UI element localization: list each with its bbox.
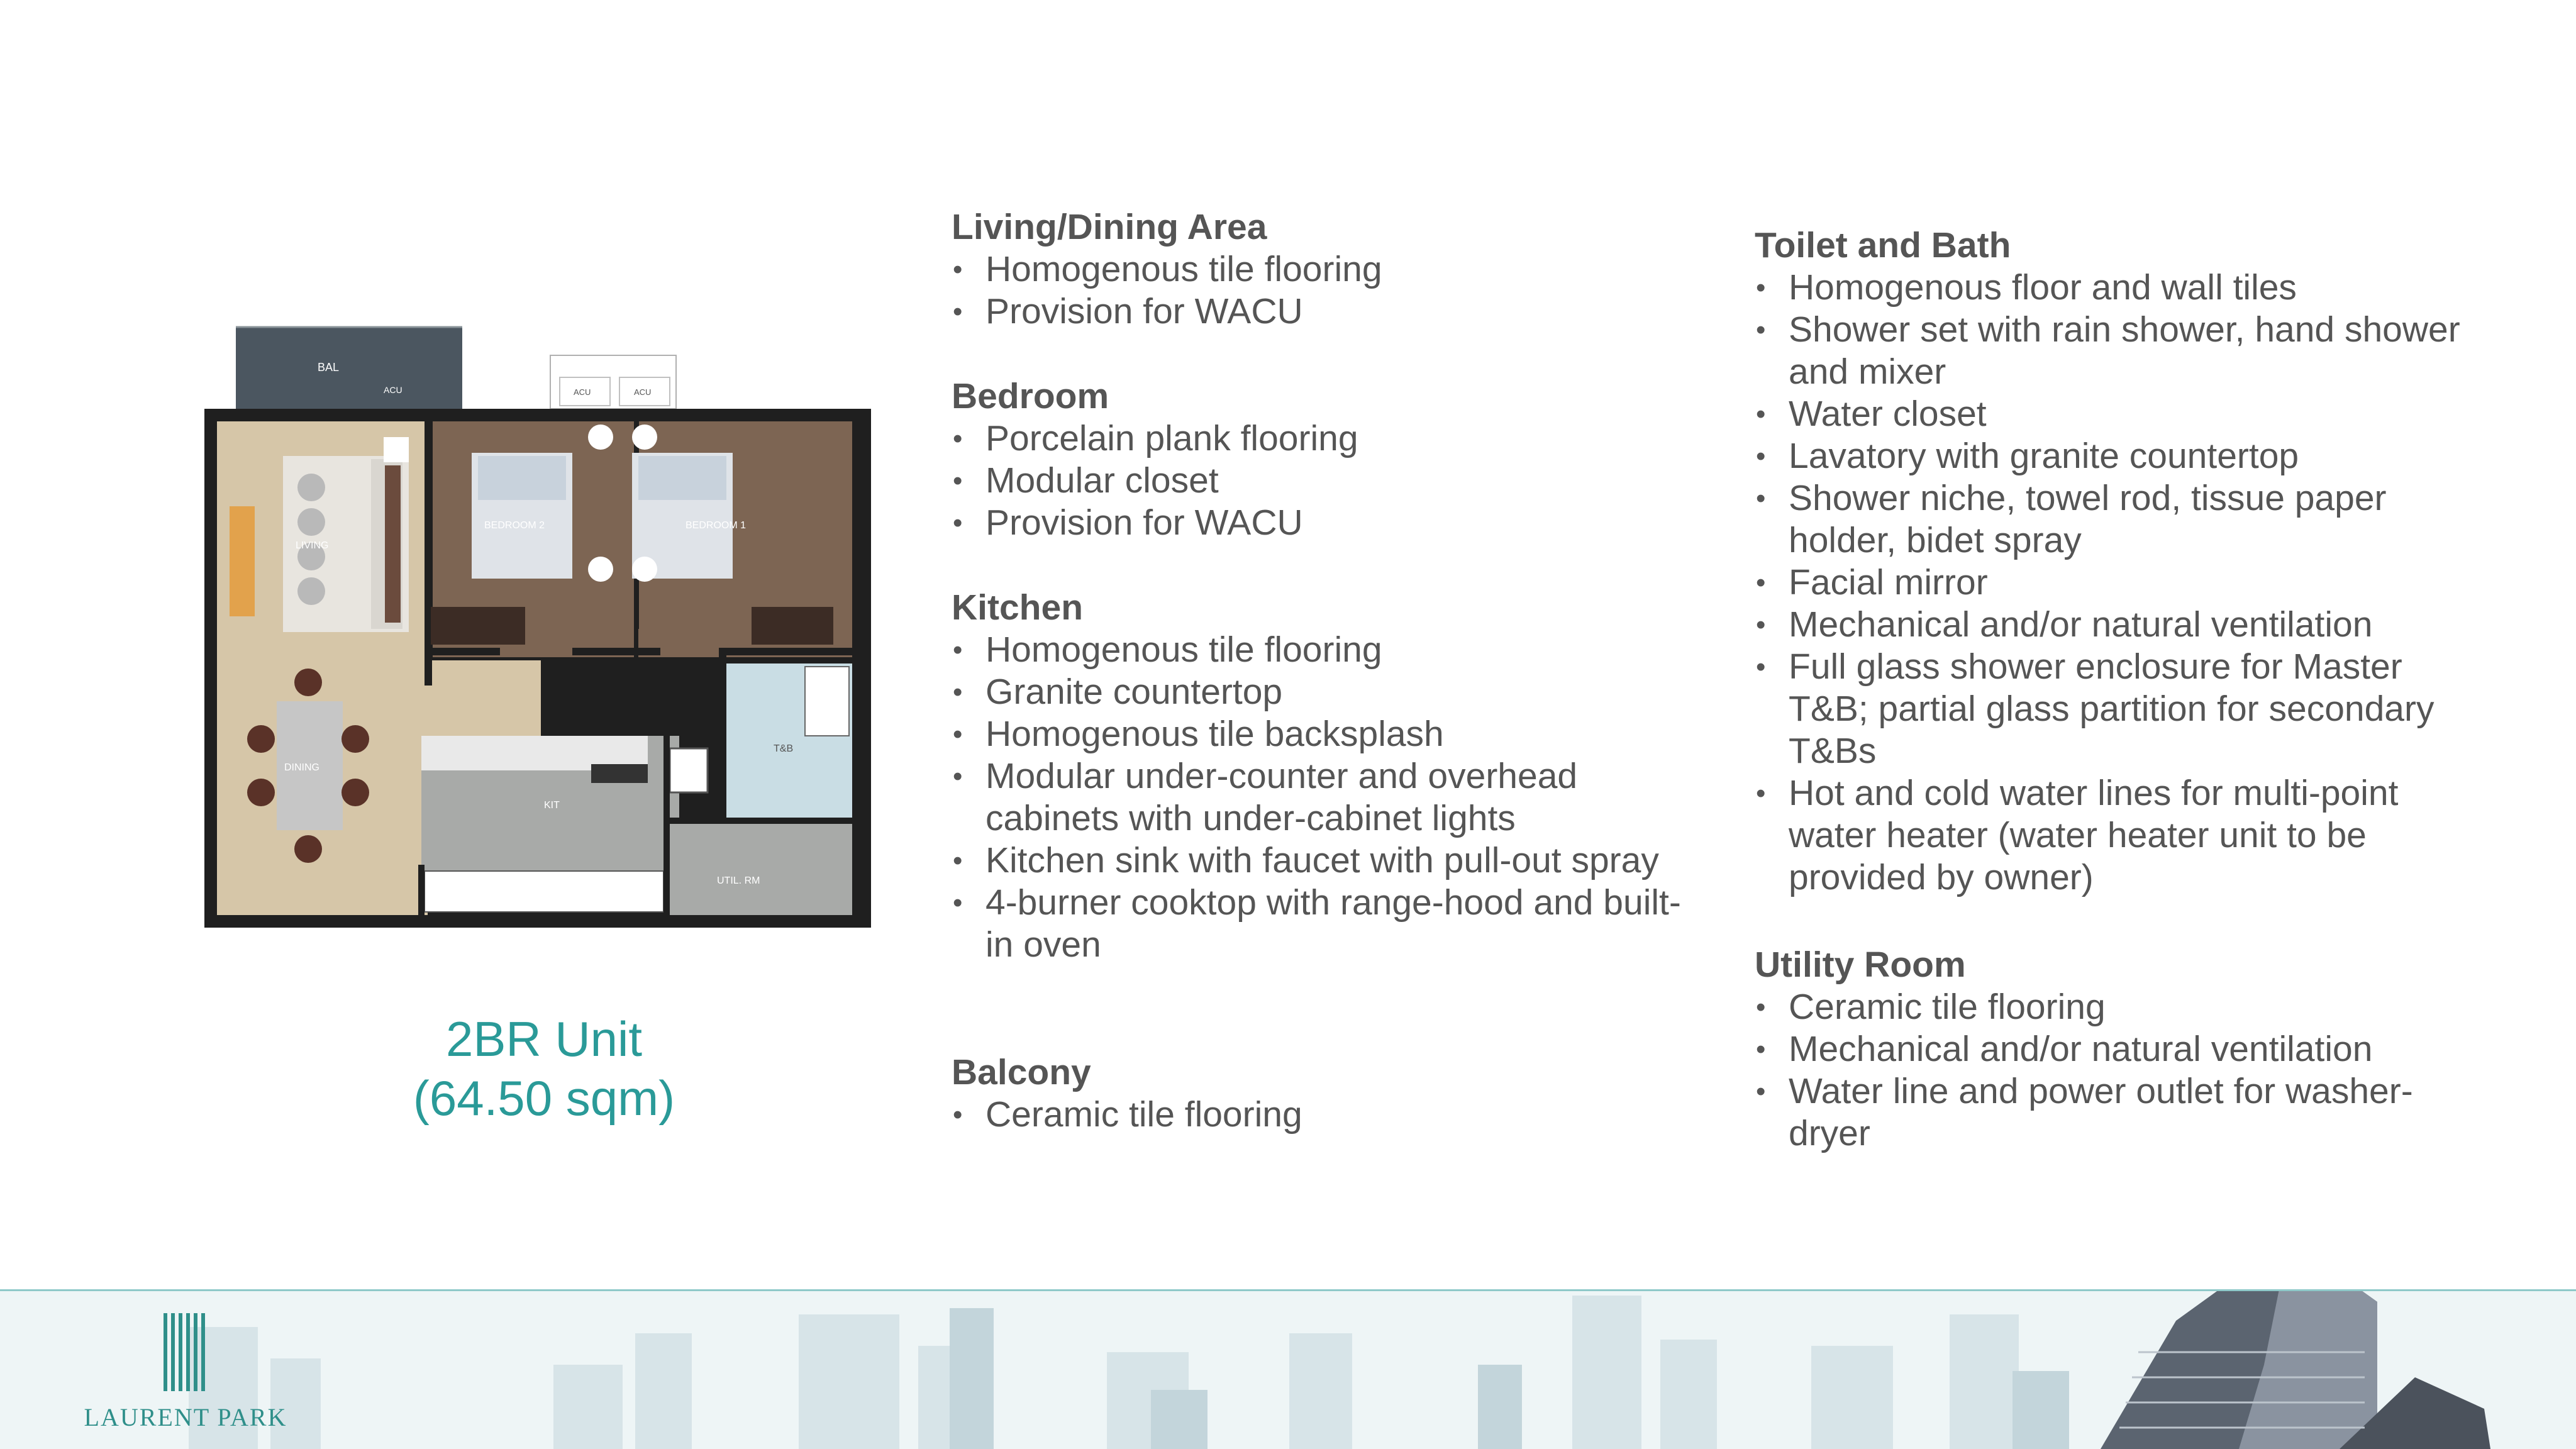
bedroom-2-label: BEDROOM 2 — [484, 520, 545, 531]
unit-name: 2BR Unit — [445, 1011, 643, 1067]
spec-item: • Facial mirror — [1755, 562, 2484, 604]
spec-item: • Ceramic tile flooring — [952, 1094, 1681, 1136]
unit-caption — [264, 1009, 824, 1128]
spec-item: • Granite countertop — [952, 671, 1681, 713]
spec-item: • Mechanical and/or natural ventilation — [1755, 604, 2484, 646]
utility-room-floor — [667, 824, 852, 915]
section-utility-room — [1755, 944, 2484, 1155]
section-title: Toilet and Bath — [1755, 225, 2011, 265]
section-kitchen — [952, 587, 1681, 966]
spec-item: • Lavatory with granite countertop — [1755, 435, 2484, 477]
svg-text:ACU: ACU — [634, 387, 652, 397]
section-title: Bedroom — [952, 376, 1109, 416]
spec-item: • Mechanical and/or natural ventilation — [1755, 1028, 2484, 1070]
section-title: Utility Room — [1755, 945, 1966, 985]
spec-item: • Homogenous tile backsplash — [952, 713, 1681, 755]
footer-skyline — [0, 1289, 2576, 1449]
unit-area: (64.50 sqm) — [413, 1070, 675, 1126]
spec-list — [952, 629, 1681, 966]
section-toilet-bath — [1755, 225, 2484, 899]
svg-text:ACU: ACU — [574, 387, 591, 397]
living-label: LIVING — [296, 540, 329, 551]
balcony-label: BAL — [318, 361, 340, 374]
spec-item: • Provision for WACU — [952, 291, 1681, 333]
spec-item: • Homogenous floor and wall tiles — [1755, 267, 2484, 309]
city-skyline-image — [0, 1289, 2576, 1449]
dining-label: DINING — [284, 762, 319, 773]
spec-item: • Modular under-counter and overhead cabinets with under-cabinet lights — [952, 755, 1681, 840]
section-bedroom — [952, 375, 1681, 544]
spec-item: • Modular closet — [952, 460, 1681, 502]
spec-item: • Porcelain plank flooring — [952, 418, 1681, 460]
spec-item: • Shower niche, towel rod, tissue paper holder, bidet spray — [1755, 477, 2484, 562]
spec-item: • Water line and power outlet for washer-dryer — [1755, 1070, 2484, 1155]
spec-list — [952, 248, 1681, 333]
spec-item: • Water closet — [1755, 393, 2484, 435]
spec-item: • Hot and cold water lines for multi-point water heater (water heater unit to be provided by owner) — [1755, 772, 2484, 899]
spec-item: • Ceramic tile flooring — [1755, 986, 2484, 1028]
laurent-park-logo — [69, 1308, 302, 1434]
floor-plan-drawing — [201, 324, 874, 928]
spec-list — [1755, 267, 2484, 899]
spec-item: • Homogenous tile flooring — [952, 248, 1681, 291]
spec-item: • Shower set with rain shower, hand shower and mixer — [1755, 309, 2484, 393]
toilet-bath-label: T&B — [774, 743, 794, 754]
acu-label: ACU — [384, 385, 402, 395]
logo-text: LAURENT PARK — [84, 1403, 287, 1431]
floor-plan — [201, 324, 874, 928]
utility-room-label: UTIL. RM — [717, 875, 760, 886]
spec-item: • Full glass shower enclosure for Master T&B; partial glass partition for secondary T&Bs — [1755, 646, 2484, 772]
section-title: Balcony — [952, 1052, 1091, 1092]
section-title: Living/Dining Area — [952, 207, 1267, 247]
section-title: Kitchen — [952, 587, 1084, 628]
spec-list — [1755, 986, 2484, 1155]
laurent-park-emblem-icon — [69, 1308, 302, 1396]
balcony-area — [236, 327, 462, 409]
bedroom-1-label: BEDROOM 1 — [686, 520, 747, 531]
spec-list — [952, 1094, 1681, 1136]
spec-item: • Kitchen sink with faucet with pull-out spray — [952, 840, 1681, 882]
spec-item: • Homogenous tile flooring — [952, 629, 1681, 671]
footer-divider — [0, 1289, 2576, 1291]
kitchen-label: KIT — [544, 800, 560, 811]
spec-item: • 4-burner cooktop with range-hood and built-in oven — [952, 882, 1681, 966]
spec-item: • Provision for WACU — [952, 502, 1681, 544]
section-balcony — [952, 1052, 1681, 1136]
section-living-dining — [952, 206, 1681, 333]
spec-list — [952, 418, 1681, 544]
